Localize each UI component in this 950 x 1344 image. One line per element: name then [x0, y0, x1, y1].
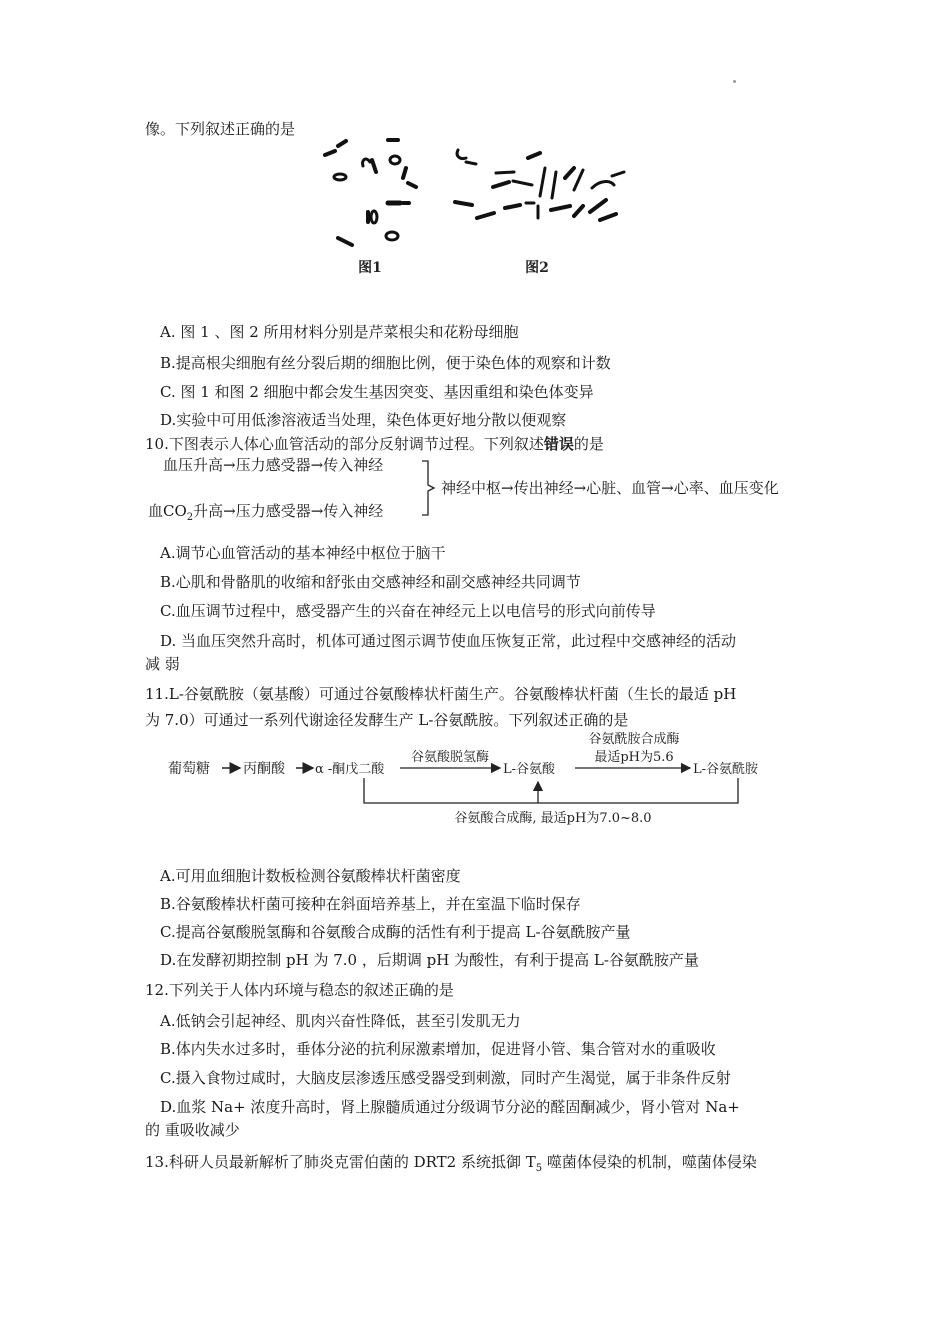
q11-stem-line2: 为 7.0）可通过一系列代谢途径发酵生产 L-谷氨酰胺。下列叙述正确的是 [145, 711, 629, 729]
q12-option-d-continued: 的 重吸收减少 [145, 1121, 240, 1139]
q12-stem: 12.下列关于人体内环境与稳态的叙述正确的是 [145, 981, 454, 999]
enzyme-glutamate-dehydrogenase: 谷氨酸脱氢酶 [410, 750, 490, 765]
q10-option-c: C.血压调节过程中，感受器产生的兴奋在神经元上以电信号的形式向前传导 [160, 602, 656, 620]
q12-option-b: B.体内失水过多时，垂体分泌的抗利尿激素增加，促进肾小管、集合管对水的重吸收 [160, 1040, 716, 1058]
q10-row2-subscript: 2 [186, 512, 194, 523]
q10-stem-prefix: 10.下图表示人体心血管活动的部分反射调节过程。下列叙述 [145, 435, 544, 453]
q10-stem-suffix: 的是 [573, 435, 604, 453]
figure-2-label: 图2 [525, 260, 549, 276]
q11-option-b: B.谷氨酸棒状杆菌可接种在斜面培养基上，并在室温下临时保存 [160, 895, 581, 913]
enzyme-glutamine-synthetase-ph: 最适pH为5.6 [594, 750, 674, 765]
enzyme-glutamate-synthase: 谷氨酸合成酶, 最适pH为7.0~8.0 [454, 811, 652, 826]
q9-option-c: C. 图 1 和图 2 细胞中都会发生基因突变、基因重组和染色体变异 [160, 383, 594, 401]
q9-stem: 像。下列叙述正确的是 [145, 120, 296, 138]
q13-stem-suffix: 噬菌体侵染的机制，噬菌体侵染 [542, 1153, 757, 1171]
q10-stem [145, 434, 604, 454]
figure-2-chromosomes [455, 150, 624, 220]
q10-diagram-row2 [148, 501, 383, 528]
q10-row2-suffix: 升高→压力感受器→传入神经 [193, 502, 384, 520]
node-l-glutamate: L-谷氨酸 [503, 762, 556, 777]
q13-stem-prefix: 13.科研人员最新解析了肺炎克雷伯菌的 DRT2 系统抵御 T [145, 1153, 536, 1171]
enzyme-glutamine-synthetase: 谷氨酰胺合成酶 [588, 732, 680, 747]
q11-option-a: A.可用血细胞计数板检测谷氨酸棒状杆菌密度 [160, 867, 461, 885]
q11-stem-line1: 11.L-谷氨酰胺（氨基酸）可通过谷氨酸棒状杆菌生产。谷氨酸棒状杆菌（生长的最适 pH [145, 685, 737, 703]
q11-pathway-diagram [0, 725, 950, 835]
node-glucose: 葡萄糖 [168, 761, 210, 777]
q9-option-d: D.实验中可用低渗溶液适当处理，染色体更好地分散以便观察 [160, 411, 567, 429]
figure-1-label: 图1 [358, 260, 382, 276]
q12-option-a: A.低钠会引起神经、肌肉兴奋性降低，甚至引发肌无力 [160, 1012, 521, 1030]
q10-option-d: D. 当血压突然升高时，机体可通过图示调节使血压恢复正常，此过程中交感神经的活动 [160, 632, 737, 650]
node-alpha-ketoglutarate: α -酮戊二酸 [315, 762, 385, 777]
q10-diagram-right: 神经中枢→传出神经→心脏、血管→心率、血压变化 [441, 479, 779, 497]
q11-option-c: C.提高谷氨酸脱氢酶和谷氨酸合成酶的活性有利于提高 L-谷氨酰胺产量 [160, 923, 631, 941]
q11-option-d: D.在发酵初期控制 pH 为 7.0 ，后期调 pH 为酸性，有利于提高 L-谷氨酰胺产量 [160, 951, 699, 969]
q10-stem-emphasis: 错误 [543, 435, 574, 453]
q9-chromosome-figures [0, 0, 950, 300]
q10-brace [418, 458, 442, 518]
q10-option-a: A.调节心血管活动的基本神经中枢位于脑干 [160, 544, 446, 562]
q13-stem-subscript: 5 [535, 1163, 543, 1174]
q13-stem [145, 1152, 757, 1179]
q10-diagram-row1: 血压升高→压力感受器→传入神经 [163, 456, 384, 474]
q10-option-b: B.心肌和骨骼肌的收缩和舒张由交感神经和副交感神经共同调节 [160, 573, 581, 591]
q10-option-d-continued: 减 弱 [145, 655, 180, 673]
node-pyruvate: 丙酮酸 [243, 761, 285, 777]
q12-option-c: C.摄入食物过咸时，大脑皮层渗透压感受器受到刺激，同时产生渴觉，属于非条件反射 [160, 1069, 731, 1087]
q12-option-d: D.血浆 Na+ 浓度升高时，肾上腺髓质通过分级调节分泌的醛固酮减少，肾小管对 Na+ [160, 1098, 740, 1116]
q10-row2-prefix: 血CO [148, 502, 187, 520]
q9-option-b: B.提高根尖细胞有丝分裂后期的细胞比例，便于染色体的观察和计数 [160, 354, 611, 372]
q9-option-a: A. 图 1 、图 2 所用材料分别是芹菜根尖和花粉母细胞 [160, 323, 519, 341]
node-l-glutamine: L-谷氨酰胺 [693, 762, 759, 777]
figure-1-chromosomes [325, 140, 416, 245]
